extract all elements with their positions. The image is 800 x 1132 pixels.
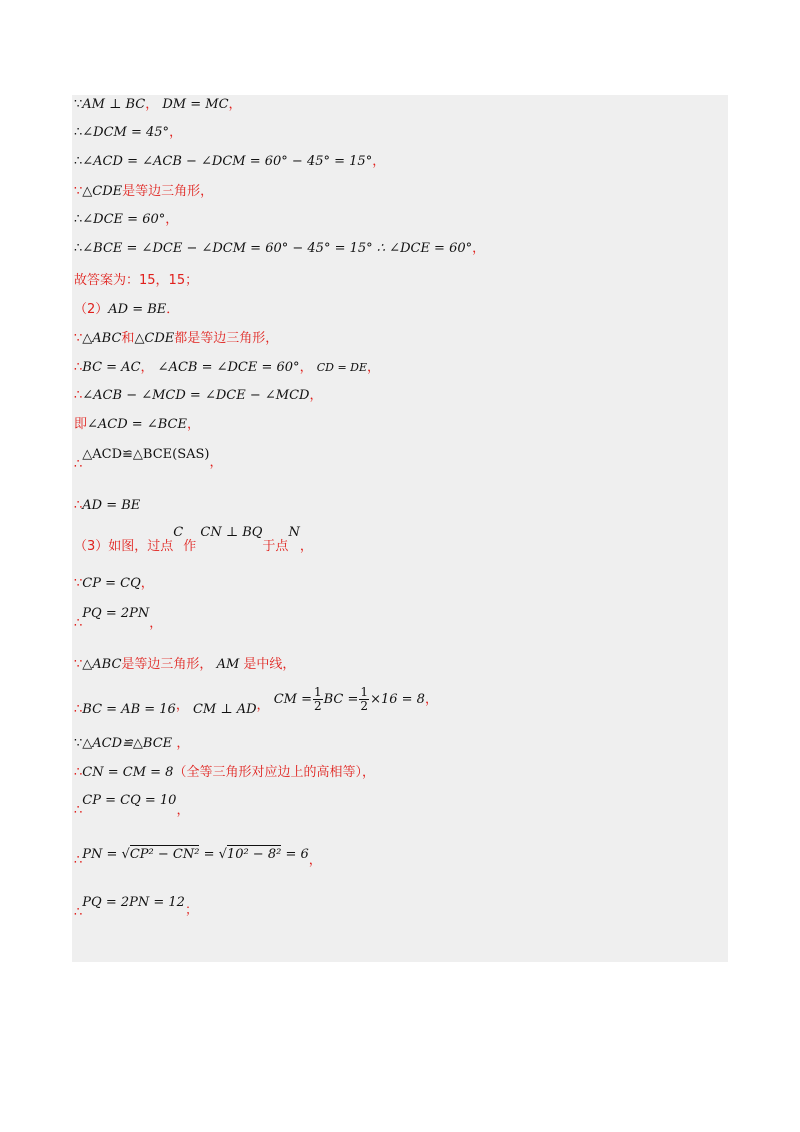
solution-line-3: ∴∠ACD = ∠ACB − ∠DCM = 60° − 45° = 15°， xyxy=(74,154,386,169)
solution-line-11: ∴∠ACB − ∠MCD = ∠DCE − ∠MCD， xyxy=(74,388,323,403)
solution-line-19: ∴BC = AB = 16， CM ⊥ AD， CM = $\frac{1}{2}$ BC = $\frac{1}{2}$ ×16 = 8， xyxy=(74,685,438,717)
part-2-heading: （2）AD = BE． xyxy=(74,302,180,317)
solution-line-10: ∴BC = AC， ∠ACB = ∠DCE = 60°， CD = DE， xyxy=(74,360,381,375)
fraction-half-2: $\frac{1}{2}$ xyxy=(360,685,369,713)
solution-line-1: ∵AM ⊥ BC， DM = MC， xyxy=(74,97,242,112)
solution-line-13: ∴△ACD≌△BCE(SAS)， xyxy=(74,447,223,472)
radical-2: 10² − 8² xyxy=(226,847,282,862)
solution-line-17: ∴PQ = 2PN， xyxy=(74,606,163,631)
solution-line-5: ∴∠DCE = 60°， xyxy=(74,212,179,227)
solution-line-16: ∵CP = CQ， xyxy=(74,576,154,591)
radical-1: CP² − CN² xyxy=(129,847,200,862)
solution-line-14: ∴AD = BE xyxy=(74,498,141,513)
solution-line-4: ∵△CDE是等边三角形， xyxy=(74,184,214,199)
solution-line-12: 即∠ACD = ∠BCE， xyxy=(74,417,200,432)
solution-line-21: ∴CN = CM = 8（全等三角形对应边上的高相等）， xyxy=(74,765,375,780)
solution-line-6: ∴∠BCE = ∠DCE − ∠DCM = 60° − 45° = 15° ∴ ∠DCE = 60°， xyxy=(74,241,486,256)
answer-line: 故答案为：15，15； xyxy=(74,273,199,288)
part-3-heading: （3）如图，过点C作 CN ⊥ BQ于点N， xyxy=(74,525,313,554)
fraction-half-1: $\frac{1}{2}$ xyxy=(314,685,322,713)
solution-line-18: ∵△ABC是等边三角形， AM 是中线， xyxy=(74,657,296,672)
solution-line-20: ∵△ACD≌△BCE ， xyxy=(74,736,190,751)
solution-line-9: ∵△ABC和△CDE都是等边三角形， xyxy=(74,331,279,346)
solution-line-2: ∴∠DCM = 45°， xyxy=(74,125,183,140)
solution-line-22: ∴CP = CQ = 10， xyxy=(74,793,190,818)
solution-line-23: ∴PN = √CP² − CN² = √10² − 8² = 6， xyxy=(74,847,322,868)
solution-line-24: ∴PQ = 2PN = 12； xyxy=(74,895,198,920)
